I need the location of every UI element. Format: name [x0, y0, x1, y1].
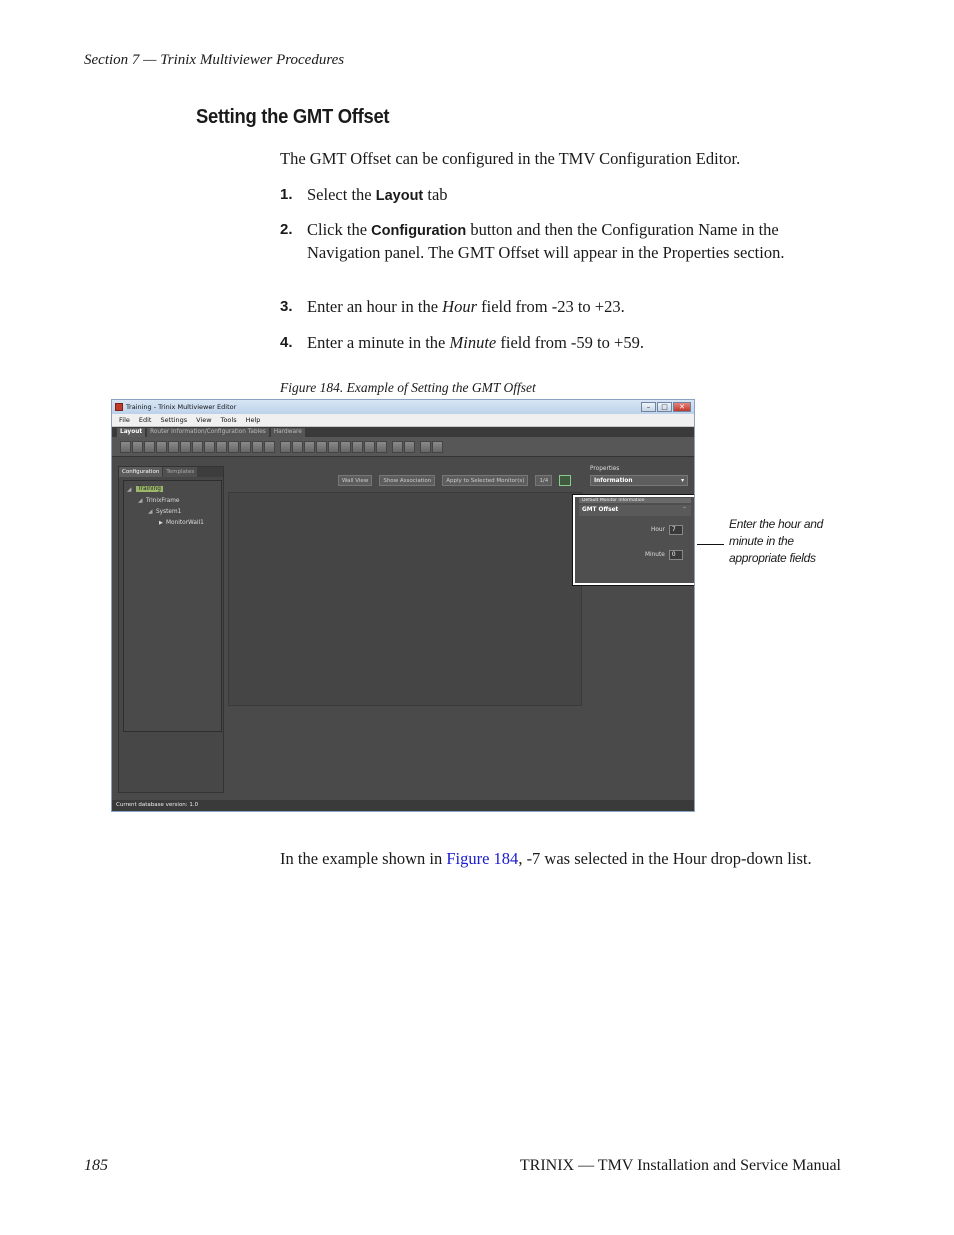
show-association-button[interactable]: Show Association [379, 475, 435, 486]
tab-configuration[interactable]: Configuration [119, 467, 162, 477]
tree-node-system1[interactable]: System1 [156, 509, 182, 515]
toolbar-button[interactable] [280, 441, 291, 453]
tree-node-training[interactable]: Training [138, 486, 161, 492]
toolbar-button[interactable] [180, 441, 191, 453]
wall-canvas[interactable] [228, 492, 582, 706]
step-number: 4. [280, 334, 293, 351]
close-button[interactable]: ✕ [673, 402, 691, 412]
toolbar-button[interactable] [328, 441, 339, 453]
callout-text: Enter the hour and minute in the appropriate fields [729, 517, 824, 565]
toolbar-button[interactable] [352, 441, 363, 453]
step-number: 2. [280, 221, 293, 238]
tab-router-information[interactable]: Router Information/Configuration Tables [147, 428, 269, 437]
closing-paragraph: In the example shown in Figure 184, -7 was selected in the Hour drop-down list. [280, 849, 812, 868]
apply-to-selected-button[interactable]: Apply to Selected Monitor(s) [442, 475, 528, 486]
collapsed-arrow-icon[interactable]: ▶ [159, 520, 163, 526]
toolbar-button[interactable] [404, 441, 415, 453]
hour-label: Hour [651, 527, 665, 533]
toolbar-button[interactable] [252, 441, 263, 453]
expand-arrow-icon[interactable]: ◢ [138, 498, 143, 504]
properties-dropdown[interactable]: Information ▾ [590, 475, 688, 486]
toolbar-button[interactable] [132, 441, 143, 453]
gmt-offset-highlight [573, 495, 695, 585]
navigation-panel [118, 466, 224, 793]
tab-layout[interactable]: Layout [117, 428, 145, 437]
menu-tools[interactable]: Tools [220, 416, 237, 424]
figure-link[interactable]: Figure 184 [446, 849, 519, 868]
toolbar-button[interactable] [204, 441, 215, 453]
expand-arrow-icon[interactable]: ◢ [127, 487, 132, 493]
step-2: 2. Click the Configuration button and then the Configuration Name in the Navigation panel. The GMT Offset will appear in the Properties section. [280, 220, 785, 262]
step-number: 3. [280, 298, 293, 315]
window-titlebar [112, 400, 694, 414]
main-tabs [112, 427, 694, 437]
toolbar-button[interactable] [292, 441, 303, 453]
page-number: 185 [84, 1157, 108, 1174]
minute-row [645, 550, 683, 560]
toolbar-button[interactable] [192, 441, 203, 453]
section-title: Setting the GMT Offset [196, 106, 390, 128]
callout-leader-line [697, 544, 724, 545]
status-bar: Current database version: 1.0 [112, 800, 694, 811]
toolbar-button[interactable] [216, 441, 227, 453]
menu-help[interactable]: Help [245, 416, 261, 424]
expand-arrow-icon[interactable]: ◢ [148, 509, 153, 515]
step-4: 4. Enter a minute in the Minute field from -59 to +59. [280, 333, 644, 352]
properties-panel [586, 466, 694, 486]
toolbar-button[interactable] [340, 441, 351, 453]
toolbar-button[interactable] [144, 441, 155, 453]
wall-view-dropdown[interactable]: Wall View [338, 475, 372, 486]
toolbar-separator [416, 441, 419, 453]
ui-term-layout: Layout [375, 188, 424, 204]
toolbar-button[interactable] [364, 441, 375, 453]
tab-hardware[interactable]: Hardware [271, 428, 305, 437]
toolbar-button[interactable] [392, 441, 403, 453]
gmt-offset-group-header[interactable]: GMT Offset ⌃ [579, 505, 691, 516]
minute-field[interactable]: 0 [669, 550, 683, 560]
menu-edit[interactable]: Edit [138, 416, 152, 424]
minimize-button[interactable]: – [641, 402, 656, 412]
manual-title: TRINIX — TMV Installation and Service Manual [519, 1157, 841, 1174]
wall-toolbar [338, 475, 571, 486]
tab-templates[interactable]: Templates [163, 467, 197, 477]
configuration-tree [123, 480, 222, 732]
default-monitor-header: Default Monitor Information [579, 498, 691, 503]
toolbar-separator [276, 441, 279, 453]
figure-caption: Figure 184. Example of Setting the GMT Offset [280, 380, 536, 395]
toolbar-button[interactable] [432, 441, 443, 453]
step-1: 1. Select the Layout tab [280, 185, 448, 204]
toolbar-button[interactable] [420, 441, 431, 453]
tree-node-trinixframe[interactable]: TrinixFrame [146, 498, 180, 504]
app-icon [115, 403, 123, 411]
toolbar-separator [388, 441, 391, 453]
hour-row [651, 525, 683, 535]
tree-node-monitorwall1[interactable]: MonitorWall1 [166, 520, 204, 526]
minute-label: Minute [645, 552, 665, 558]
menu-settings[interactable]: Settings [160, 416, 188, 424]
toolbar-button[interactable] [316, 441, 327, 453]
maximize-button[interactable]: □ [657, 402, 672, 412]
step-number: 1. [280, 186, 293, 203]
layout-toolbar [112, 437, 694, 457]
running-header: Section 7 — Trinix Multiviewer Procedures [84, 52, 345, 68]
step-3: 3. Enter an hour in the Hour field from -23 to +23. [280, 297, 625, 316]
toolbar-button[interactable] [376, 441, 387, 453]
toolbar-button[interactable] [156, 441, 167, 453]
menu-file[interactable]: File [119, 416, 130, 424]
toolbar-button[interactable] [304, 441, 315, 453]
page-selector[interactable]: 1/4 [535, 475, 552, 486]
intro-paragraph: The GMT Offset can be configured in the TMV Configuration Editor. [280, 149, 741, 168]
grid-icon[interactable] [559, 475, 571, 486]
menu-view[interactable]: View [196, 416, 212, 424]
toolbar-button[interactable] [120, 441, 131, 453]
properties-label: Properties [590, 466, 620, 472]
window-title: Training - Trinix Multiviewer Editor [126, 403, 237, 411]
menu-bar [112, 414, 694, 427]
toolbar-button[interactable] [264, 441, 275, 453]
editor-screenshot [111, 399, 695, 812]
toolbar-button[interactable] [168, 441, 179, 453]
ui-term-configuration: Configuration [371, 223, 467, 239]
hour-field[interactable]: 7 [669, 525, 683, 535]
toolbar-button[interactable] [240, 441, 251, 453]
toolbar-button[interactable] [228, 441, 239, 453]
